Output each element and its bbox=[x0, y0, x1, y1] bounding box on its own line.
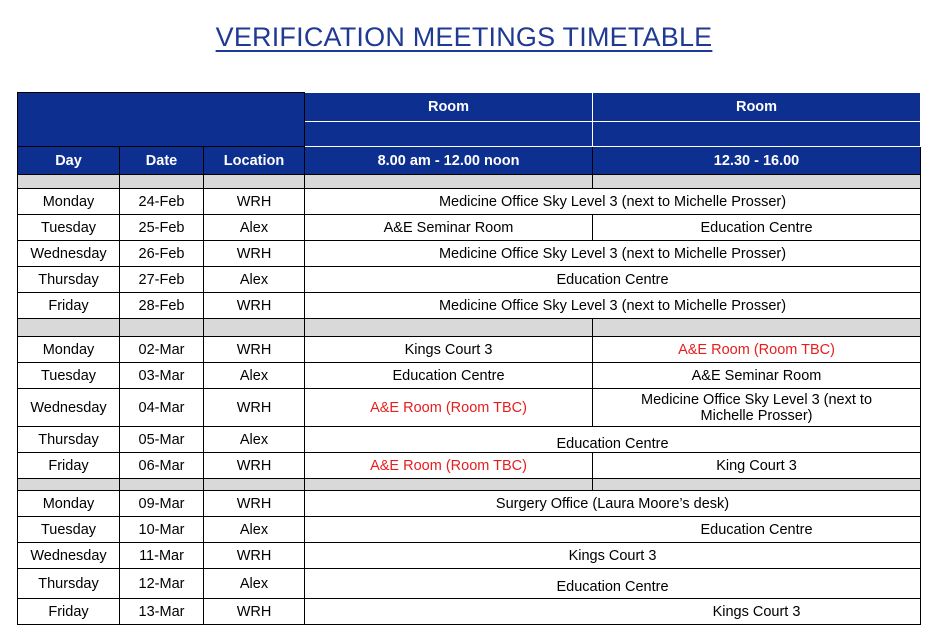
location-cell: Alex bbox=[204, 267, 305, 293]
date-cell: 11-Mar bbox=[120, 543, 204, 569]
location-cell: Alex bbox=[204, 427, 305, 453]
day-cell: Friday bbox=[18, 453, 120, 479]
header-row-columns bbox=[18, 147, 921, 175]
day-cell: Monday bbox=[18, 189, 120, 215]
header-row-room bbox=[18, 93, 921, 122]
day-cell: Tuesday bbox=[18, 215, 120, 241]
table-row bbox=[18, 569, 921, 599]
date-cell: 10-Mar bbox=[120, 517, 204, 543]
header-spacer-pm bbox=[593, 122, 921, 147]
room-pm-cell: A&E Seminar Room bbox=[593, 363, 921, 389]
table-row bbox=[18, 389, 921, 427]
day-cell: Monday bbox=[18, 491, 120, 517]
week-separator bbox=[18, 175, 921, 189]
date-cell: 25-Feb bbox=[120, 215, 204, 241]
date-cell: 26-Feb bbox=[120, 241, 204, 267]
header-slot-pm: 12.30 - 16.00 bbox=[593, 147, 921, 175]
day-cell: Wednesday bbox=[18, 543, 120, 569]
header-slot-am: 8.00 am - 12.00 noon bbox=[305, 147, 593, 175]
room-merged-cell: Surgery Office (Laura Moore’s desk) bbox=[305, 491, 921, 517]
date-cell: 27-Feb bbox=[120, 267, 204, 293]
room-am-cell-tbc: A&E Room (Room TBC) bbox=[305, 389, 593, 427]
location-cell: WRH bbox=[204, 241, 305, 267]
location-cell: WRH bbox=[204, 491, 305, 517]
day-cell: Tuesday bbox=[18, 517, 120, 543]
room-pm-cell: King Court 3 bbox=[593, 453, 921, 479]
header-date: Date bbox=[120, 147, 204, 175]
date-cell: 13-Mar bbox=[120, 599, 204, 625]
table-row bbox=[18, 453, 921, 479]
location-cell: Alex bbox=[204, 569, 305, 599]
table-row bbox=[18, 517, 921, 543]
location-cell: Alex bbox=[204, 215, 305, 241]
room-merged-text: Education Centre bbox=[556, 435, 669, 452]
location-cell: WRH bbox=[204, 189, 305, 215]
room-merged-cell: Education Centre bbox=[305, 569, 921, 599]
table-row bbox=[18, 427, 921, 453]
room-merged-cell: Medicine Office Sky Level 3 (next to Michelle Prosser) bbox=[305, 293, 921, 319]
day-cell: Wednesday bbox=[18, 389, 120, 427]
header-room-am: Room bbox=[305, 93, 593, 122]
date-cell: 05-Mar bbox=[120, 427, 204, 453]
room-pm-cell: Medicine Office Sky Level 3 (next to Michelle Prosser) bbox=[593, 389, 921, 427]
room-merged-cell bbox=[305, 427, 921, 453]
room-am-cell bbox=[305, 517, 593, 543]
table-row bbox=[18, 337, 921, 363]
day-cell: Monday bbox=[18, 337, 120, 363]
room-merged-cell: Medicine Office Sky Level 3 (next to Michelle Prosser) bbox=[305, 241, 921, 267]
date-cell: 02-Mar bbox=[120, 337, 204, 363]
room-am-cell: Education Centre bbox=[305, 363, 593, 389]
room-pm-cell-tbc: A&E Room (Room TBC) bbox=[593, 337, 921, 363]
table-row bbox=[18, 491, 921, 517]
room-merged-cell: Medicine Office Sky Level 3 (next to Michelle Prosser) bbox=[305, 189, 921, 215]
room-am-cell-tbc: A&E Room (Room TBC) bbox=[305, 453, 593, 479]
page-title: VERIFICATION MEETINGS TIMETABLE bbox=[215, 22, 713, 52]
day-cell: Thursday bbox=[18, 267, 120, 293]
location-cell: WRH bbox=[204, 599, 305, 625]
timetable bbox=[17, 92, 921, 625]
table-row bbox=[18, 543, 921, 569]
table-row bbox=[18, 215, 921, 241]
header-blank bbox=[18, 93, 305, 147]
location-cell: WRH bbox=[204, 293, 305, 319]
room-pm-cell: Education Centre bbox=[593, 517, 921, 543]
day-cell: Thursday bbox=[18, 569, 120, 599]
room-am-cell: A&E Seminar Room bbox=[305, 215, 593, 241]
location-cell: WRH bbox=[204, 389, 305, 427]
room-am-cell bbox=[305, 599, 593, 625]
date-cell: 09-Mar bbox=[120, 491, 204, 517]
room-am-cell: Kings Court 3 bbox=[305, 337, 593, 363]
header-spacer-am bbox=[305, 122, 593, 147]
header-room-pm: Room bbox=[593, 93, 921, 122]
table-row bbox=[18, 293, 921, 319]
table-row bbox=[18, 241, 921, 267]
location-cell: Alex bbox=[204, 363, 305, 389]
room-merged-cell: Education Centre bbox=[305, 267, 921, 293]
date-cell: 04-Mar bbox=[120, 389, 204, 427]
day-cell: Tuesday bbox=[18, 363, 120, 389]
room-merged-cell: Kings Court 3 bbox=[305, 543, 921, 569]
table-row bbox=[18, 363, 921, 389]
location-cell: WRH bbox=[204, 453, 305, 479]
date-cell: 03-Mar bbox=[120, 363, 204, 389]
location-cell: WRH bbox=[204, 543, 305, 569]
day-cell: Friday bbox=[18, 599, 120, 625]
table-row bbox=[18, 599, 921, 625]
header-location: Location bbox=[204, 147, 305, 175]
date-cell: 24-Feb bbox=[120, 189, 204, 215]
header-day: Day bbox=[18, 147, 120, 175]
room-pm-cell: Kings Court 3 bbox=[593, 599, 921, 625]
week-separator bbox=[18, 319, 921, 337]
room-pm-cell: Education Centre bbox=[593, 215, 921, 241]
day-cell: Friday bbox=[18, 293, 120, 319]
date-cell: 06-Mar bbox=[120, 453, 204, 479]
date-cell: 12-Mar bbox=[120, 569, 204, 599]
day-cell: Wednesday bbox=[18, 241, 120, 267]
location-cell: Alex bbox=[204, 517, 305, 543]
location-cell: WRH bbox=[204, 337, 305, 363]
table-row bbox=[18, 267, 921, 293]
date-cell: 28-Feb bbox=[120, 293, 204, 319]
table-row bbox=[18, 189, 921, 215]
week-separator bbox=[18, 479, 921, 491]
day-cell: Thursday bbox=[18, 427, 120, 453]
